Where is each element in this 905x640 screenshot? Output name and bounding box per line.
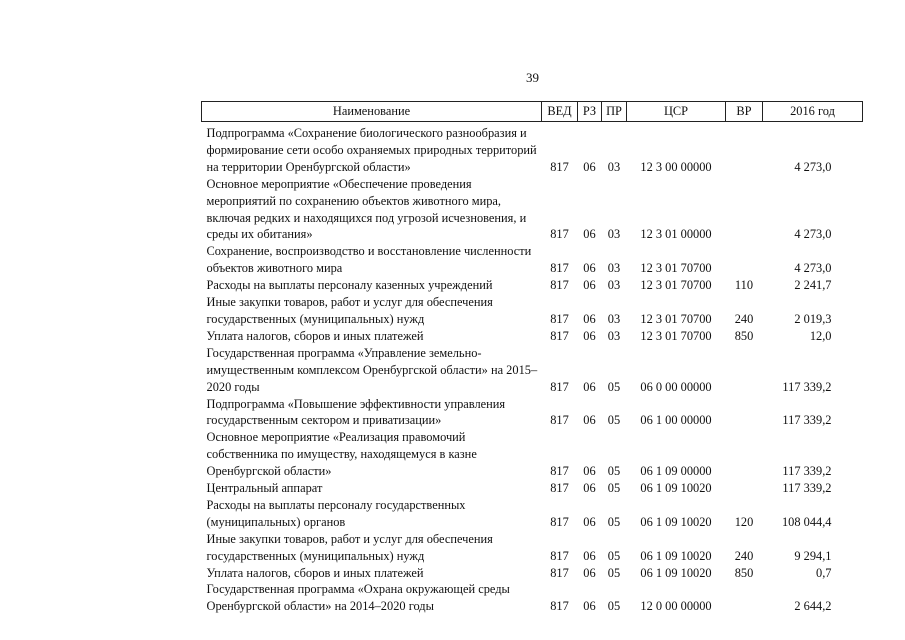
row-csr: 06 0 00 00000	[640, 379, 712, 394]
row-pr: 05	[607, 514, 621, 529]
row-name: Иные закупки товаров, работ и услуг для обеспечения государственных (муниципальных) нужд	[206, 295, 493, 326]
table-row	[202, 480, 863, 497]
row-vr: 850	[734, 565, 754, 580]
row-rz: 06	[583, 464, 596, 479]
row-ved: 817	[550, 227, 569, 242]
row-vr	[726, 396, 763, 430]
row-csr: 06 1 09 10020	[640, 565, 712, 580]
row-amount: 117 339,2	[782, 413, 832, 428]
row-csr: 06 1 00 00000	[640, 413, 712, 428]
budget-table	[201, 101, 863, 615]
table-row	[202, 328, 863, 345]
row-pr: 03	[607, 328, 621, 343]
row-csr: 12 3 01 70700	[640, 328, 712, 343]
row-csr: 12 3 01 00000	[640, 227, 712, 242]
table-row	[202, 294, 863, 328]
row-vr: 850	[734, 328, 754, 343]
row-pr: 05	[607, 548, 621, 563]
row-pr: 05	[607, 379, 621, 394]
row-rz: 06	[583, 227, 596, 242]
row-rz: 06	[583, 481, 596, 496]
table-row	[202, 497, 863, 531]
row-name: Подпрограмма «Сохранение биологического разнообразия и формирование сети особо охраняемых природных территорий на территории Оренбургской области»	[206, 126, 537, 174]
row-csr: 12 3 01 70700	[640, 278, 712, 293]
header-name: Наименование	[202, 102, 542, 122]
row-ved: 817	[550, 311, 569, 326]
row-name: Подпрограмма «Повышение эффективности управления государственным сектором и приватизации»	[206, 396, 506, 428]
row-ved: 817	[550, 514, 569, 529]
table-row	[202, 565, 863, 582]
row-csr: 06 1 09 10020	[640, 514, 712, 529]
row-csr: 06 1 09 00000	[640, 464, 712, 479]
row-amount: 4 273,0	[794, 227, 832, 242]
row-ved: 817	[550, 379, 569, 394]
row-amount: 12,0	[809, 328, 832, 343]
row-pr: 03	[607, 159, 621, 174]
row-ved: 817	[550, 159, 569, 174]
row-vr: 240	[734, 548, 754, 563]
row-vr	[726, 480, 763, 497]
row-vr	[726, 176, 763, 244]
row-name: Расходы на выплаты персоналу государственных (муниципальных) органов	[206, 497, 466, 529]
row-vr: 240	[734, 311, 754, 326]
row-rz: 06	[583, 565, 596, 580]
header-pr: ПР	[602, 102, 627, 122]
row-name: Государственная программа «Охрана окружающей среды Оренбургской области» на 2014–2020 годы	[206, 582, 510, 614]
row-ved: 817	[550, 261, 569, 276]
row-amount: 2 644,2	[794, 599, 832, 614]
header-ved: ВЕД	[542, 102, 578, 122]
row-vr	[726, 243, 763, 277]
row-rz: 06	[583, 599, 596, 614]
row-amount: 9 294,1	[794, 548, 832, 563]
table-row	[202, 581, 863, 615]
row-pr: 05	[607, 464, 621, 479]
row-ved: 817	[550, 565, 569, 580]
table-row	[202, 531, 863, 565]
row-vr: 110	[734, 278, 754, 293]
row-csr: 06 1 09 10020	[640, 481, 712, 496]
row-csr: 12 3 01 70700	[640, 261, 712, 276]
row-vr	[726, 345, 763, 396]
row-csr: 06 1 09 10020	[640, 548, 712, 563]
row-ved: 817	[550, 413, 569, 428]
header-year: 2016 год	[763, 102, 863, 122]
row-name: Основное мероприятие «Реализация правомочий собственника по имуществу, находящемуся в казне Оренбургской области»	[206, 430, 477, 479]
row-rz: 06	[583, 261, 596, 276]
page-number: 39	[526, 70, 539, 85]
table-row	[202, 243, 863, 277]
table-header-row	[202, 102, 863, 122]
row-pr: 03	[607, 227, 621, 242]
row-ved: 817	[550, 328, 569, 343]
row-csr: 12 3 01 70700	[640, 311, 712, 326]
row-pr: 05	[607, 413, 621, 428]
row-rz: 06	[583, 379, 596, 394]
header-csr: ЦСР	[627, 102, 726, 122]
row-rz: 06	[583, 311, 596, 326]
row-pr: 05	[607, 599, 621, 614]
row-name: Уплата налогов, сборов и иных платежей	[206, 328, 424, 343]
row-name: Расходы на выплаты персоналу казенных учреждений	[206, 278, 493, 293]
row-rz: 06	[583, 159, 596, 174]
row-ved: 817	[550, 278, 569, 293]
row-pr: 05	[607, 565, 621, 580]
row-ved: 817	[550, 548, 569, 563]
row-rz: 06	[583, 278, 596, 293]
row-csr: 12 3 00 00000	[640, 159, 712, 174]
row-name: Центральный аппарат	[206, 481, 323, 496]
table-row	[202, 345, 863, 396]
table-row	[202, 176, 863, 244]
row-pr: 03	[607, 278, 621, 293]
row-vr: 120	[734, 514, 754, 529]
table-row	[202, 122, 863, 176]
row-name: Иные закупки товаров, работ и услуг для обеспечения государственных (муниципальных) нужд	[206, 531, 493, 563]
row-ved: 817	[550, 599, 569, 614]
row-vr	[726, 581, 763, 615]
row-pr: 03	[607, 261, 621, 276]
table-row	[202, 429, 863, 480]
row-csr: 12 0 00 00000	[640, 599, 712, 614]
row-name: Уплата налогов, сборов и иных платежей	[206, 565, 424, 580]
row-pr: 05	[607, 481, 621, 496]
row-name: Сохранение, воспроизводство и восстановление численности объектов животного мира	[206, 244, 532, 276]
row-amount: 4 273,0	[794, 159, 832, 174]
row-name: Основное мероприятие «Обеспечение проведения мероприятий по сохранению объектов животного мира, включая редких и находящихся под угрозой исчезновения, и среды их обитания»	[206, 176, 527, 242]
row-amount: 0,7	[816, 565, 832, 580]
header-rz: РЗ	[578, 102, 602, 122]
table-row	[202, 277, 863, 294]
header-vr: ВР	[726, 102, 763, 122]
row-name: Государственная программа «Управление земельно-имущественным комплексом Оренбургской области» на 2015–2020 годы	[206, 345, 538, 394]
row-rz: 06	[583, 548, 596, 563]
row-ved: 817	[550, 464, 569, 479]
row-vr	[726, 122, 763, 176]
row-rz: 06	[583, 413, 596, 428]
row-amount: 117 339,2	[782, 481, 832, 496]
table-body	[202, 122, 863, 616]
row-pr: 03	[607, 311, 621, 326]
row-amount: 108 044,4	[781, 514, 832, 529]
row-amount: 4 273,0	[794, 261, 832, 276]
row-amount: 117 339,2	[782, 379, 832, 394]
row-rz: 06	[583, 328, 596, 343]
row-vr	[726, 429, 763, 480]
row-amount: 117 339,2	[782, 464, 832, 479]
row-ved: 817	[550, 481, 569, 496]
table-row	[202, 396, 863, 430]
row-amount: 2 241,7	[794, 278, 832, 293]
row-rz: 06	[583, 514, 596, 529]
row-amount: 2 019,3	[794, 311, 832, 326]
